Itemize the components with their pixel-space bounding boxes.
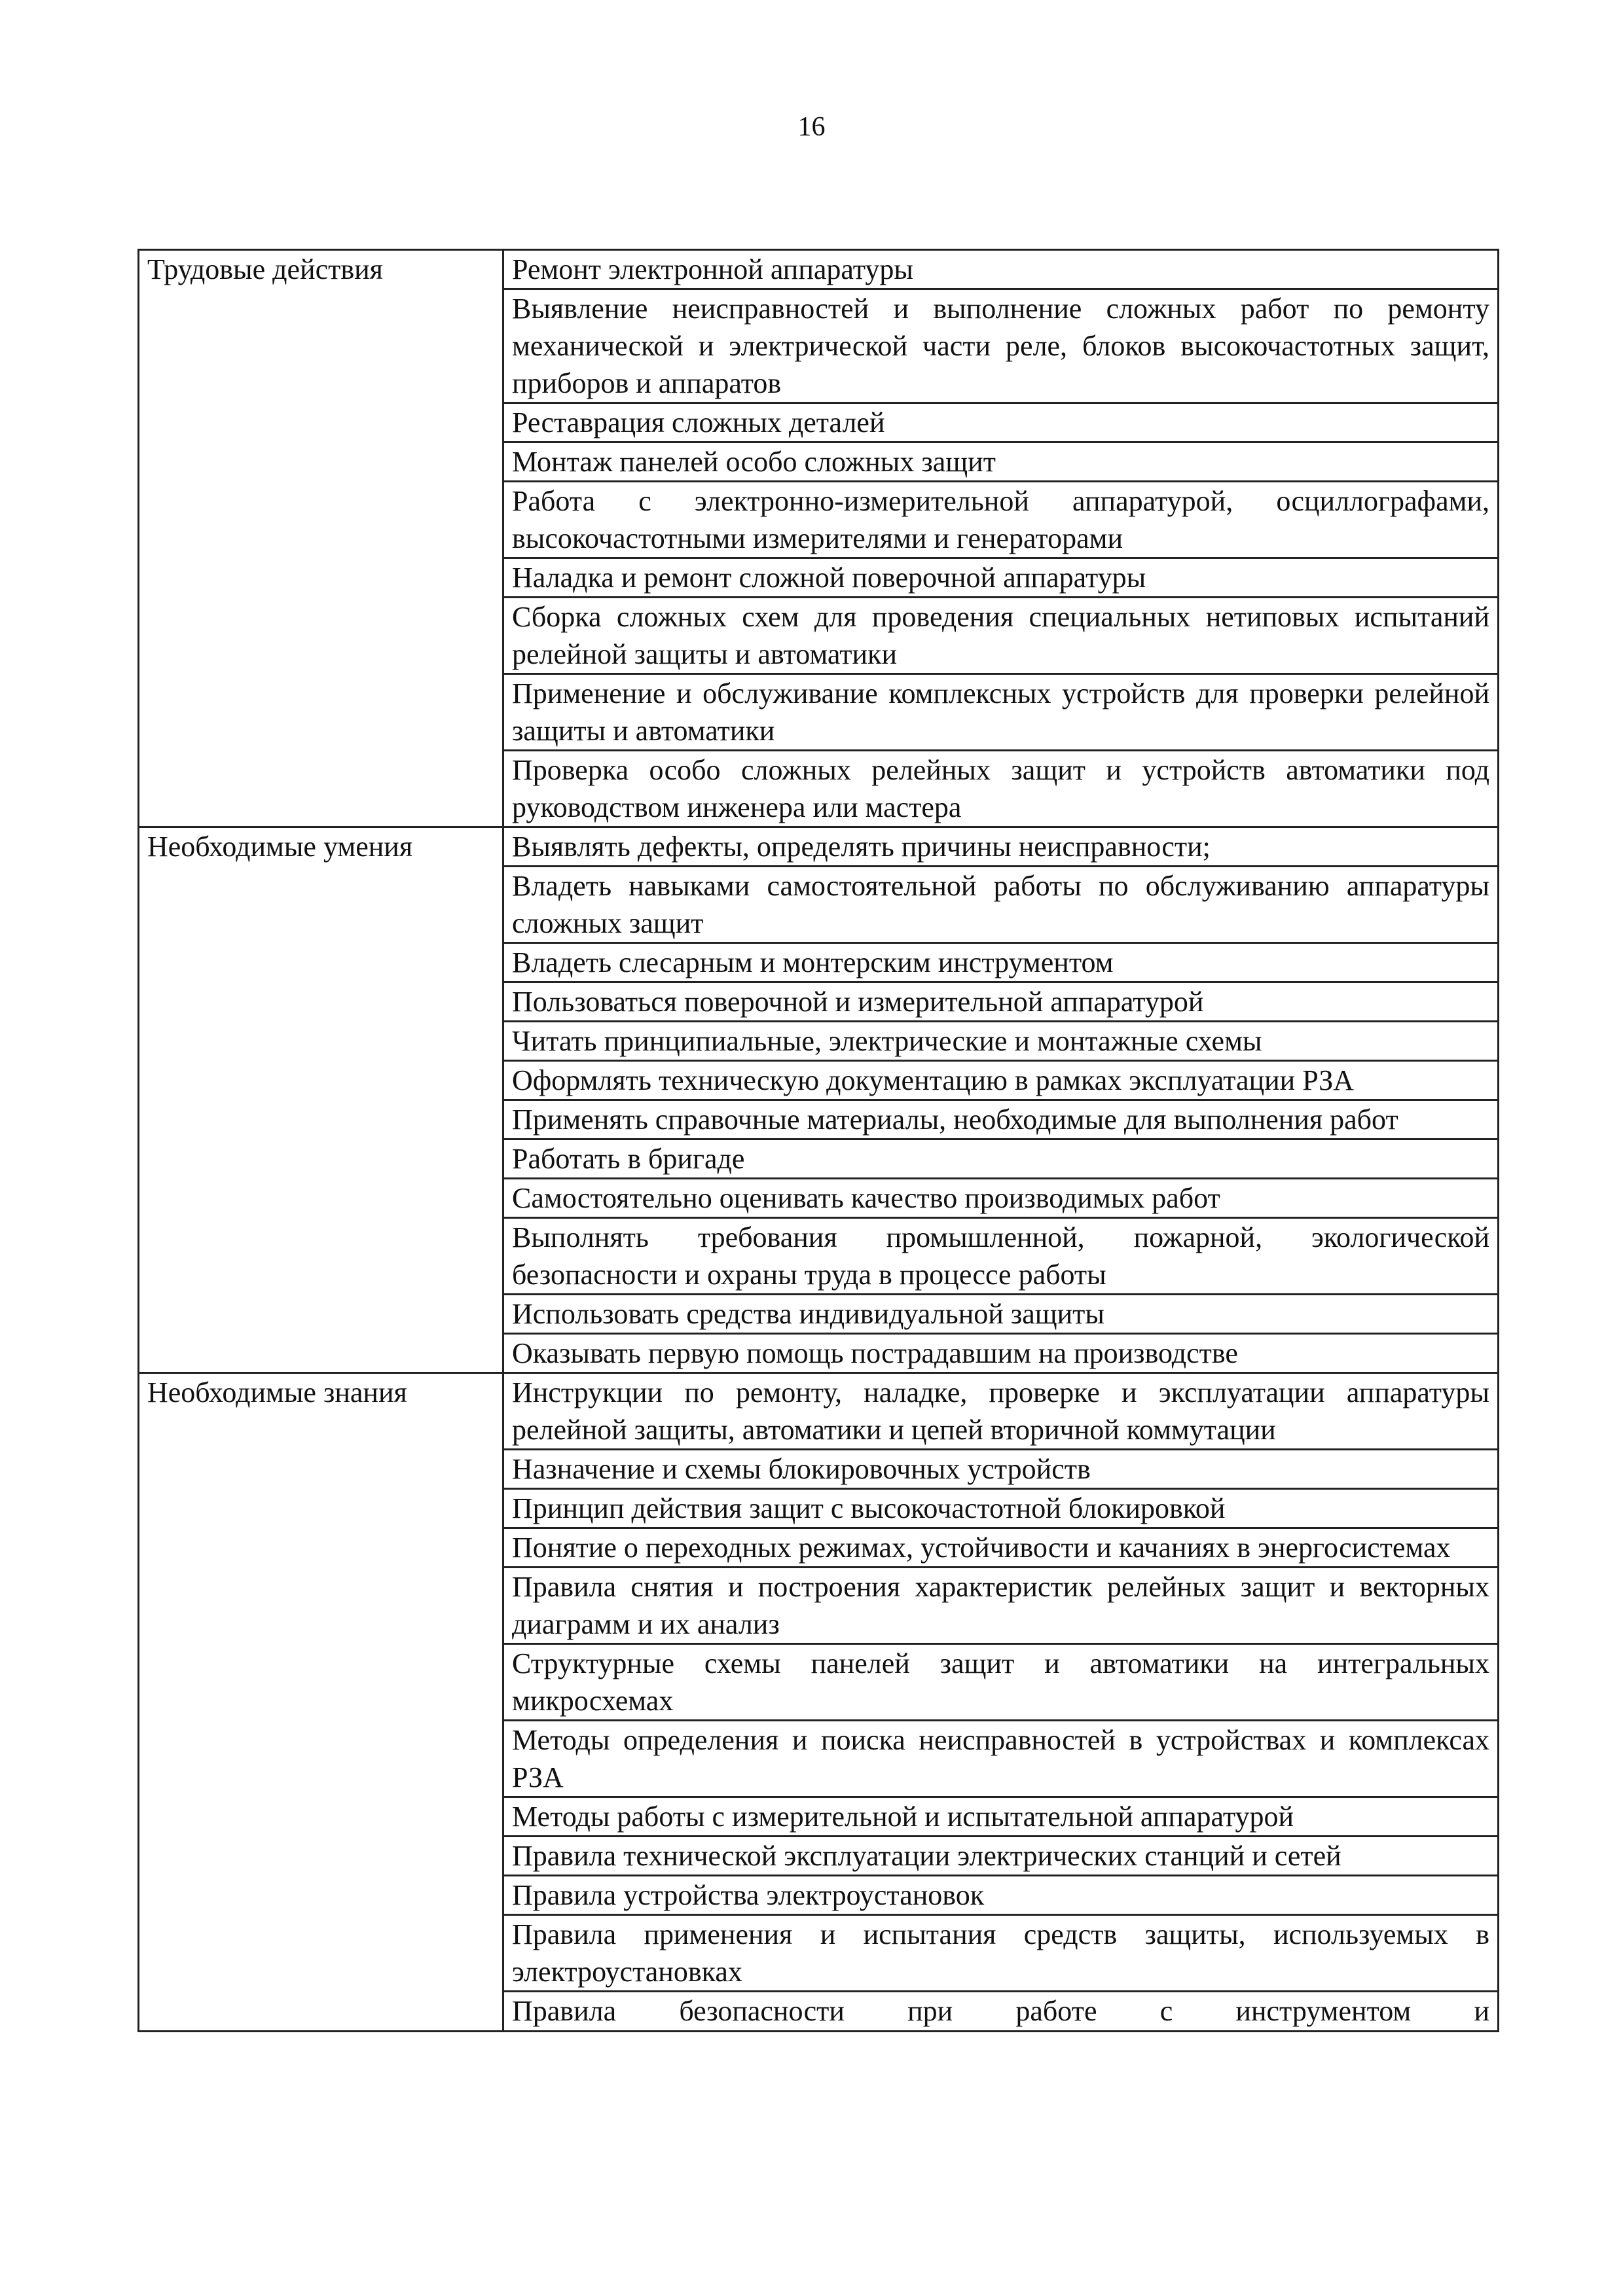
required-knowledge-item: Правила устройства электроустановок (503, 1876, 1499, 1915)
required-knowledge-heading: Необходимые знания (139, 1373, 503, 2032)
required-skills-item: Самостоятельно оценивать качество производимых работ (503, 1179, 1499, 1218)
required-skills-item: Работать в бригаде (503, 1139, 1499, 1179)
required-skills-item: Оформлять техническую документацию в рамках эксплуатации РЗА (503, 1061, 1499, 1100)
page-number: 16 (797, 112, 826, 142)
required-knowledge-item: Принцип действия защит с высокочастотной блокировкой (503, 1489, 1499, 1528)
required-knowledge-item: Правила снятия и построения характеристик релейных защит и векторных диаграмм и их анализ (503, 1568, 1499, 1644)
labor-actions-heading: Трудовые действия (139, 250, 503, 827)
required-knowledge-item: Правила применения и испытания средств защиты, используемых в электроустановках (503, 1915, 1499, 1992)
labor-actions-item: Монтаж панелей особо сложных защит (503, 442, 1499, 482)
labor-actions-item: Проверка особо сложных релейных защит и устройств автоматики под руководством инженера или мастера (503, 751, 1499, 827)
required-knowledge-item: Методы определения и поиска неисправностей в устройствах и комплексах РЗА (503, 1721, 1499, 1797)
required-skills-item: Владеть навыками самостоятельной работы по обслуживанию аппаратуры сложных защит (503, 867, 1499, 943)
labor-actions-item: Ремонт электронной аппаратуры (503, 250, 1499, 289)
qualification-table (137, 249, 1499, 2032)
required-skills-item: Владеть слесарным и монтерским инструментом (503, 943, 1499, 982)
required-skills-item: Применять справочные материалы, необходимые для выполнения работ (503, 1100, 1499, 1139)
required-skills-item: Использовать средства индивидуальной защиты (503, 1295, 1499, 1334)
labor-actions-item: Наладка и ремонт сложной поверочной аппаратуры (503, 558, 1499, 598)
required-skills-item: Читать принципиальные, электрические и монтажные схемы (503, 1022, 1499, 1061)
required-knowledge-item: Инструкции по ремонту, наладке, проверке и эксплуатации аппаратуры релейной защиты, автоматики и цепей вторичной коммутации (503, 1373, 1499, 1450)
required-skills-heading: Необходимые умения (139, 827, 503, 1373)
labor-actions-item: Реставрация сложных деталей (503, 403, 1499, 442)
required-skills-item: Выполнять требования промышленной, пожарной, экологической безопасности и охраны труда в процессе работы (503, 1218, 1499, 1295)
required-knowledge-item: Понятие о переходных режимах, устойчивости и качаниях в энергосистемах (503, 1528, 1499, 1568)
required-knowledge-item: Структурные схемы панелей защит и автоматики на интегральных микросхемах (503, 1644, 1499, 1721)
labor-actions-row (139, 250, 1499, 289)
required-skills-item: Выявлять дефекты, определять причины неисправности; (503, 827, 1499, 867)
required-knowledge-item: Правила технической эксплуатации электрических станций и сетей (503, 1837, 1499, 1876)
required-knowledge-item: Назначение и схемы блокировочных устройств (503, 1450, 1499, 1489)
labor-actions-item: Применение и обслуживание комплексных устройств для проверки релейной защиты и автоматики (503, 674, 1499, 751)
labor-actions-item: Сборка сложных схем для проведения специальных нетиповых испытаний релейной защиты и автоматики (503, 598, 1499, 674)
labor-actions-item: Выявление неисправностей и выполнение сложных работ по ремонту механической и электрической части реле, блоков высокочастотных защит, приборов и аппаратов (503, 289, 1499, 403)
required-skills-row (139, 827, 1499, 867)
required-knowledge-item: Методы работы с измерительной и испытательной аппаратурой (503, 1797, 1499, 1837)
required-skills-item: Оказывать первую помощь пострадавшим на производстве (503, 1334, 1499, 1373)
required-knowledge-row (139, 1373, 1499, 1450)
labor-actions-item: Работа с электронно-измерительной аппаратурой, осциллографами, высокочастотными измерителями и генераторами (503, 482, 1499, 558)
required-knowledge-item: Правила безопасности при работе с инструментом и (503, 1992, 1499, 2032)
required-skills-item: Пользоваться поверочной и измерительной аппаратурой (503, 982, 1499, 1022)
